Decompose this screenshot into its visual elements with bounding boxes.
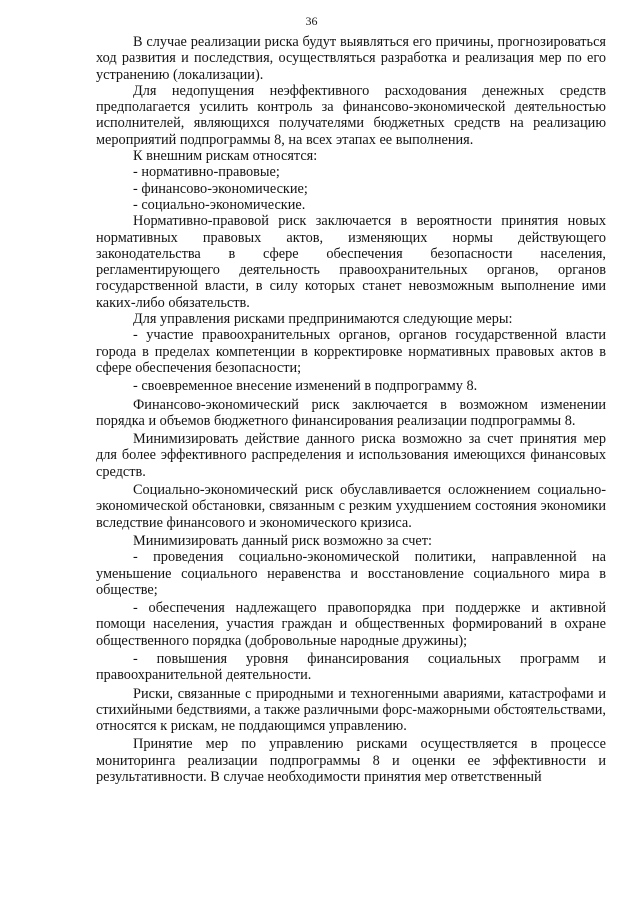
- list-item: - проведения социально-экономической политики, направленной на уменьшение социального неравенства и восстановление социального мира в обществе;: [96, 549, 606, 598]
- list-item: - своевременное внесение изменений в подпрограмму 8.: [133, 378, 478, 395]
- list-item: - финансово-экономические;: [133, 180, 308, 197]
- list-item: - повышения уровня финансирования социальных программ и правоохранительной деятельности.: [96, 650, 606, 684]
- document-body: [96, 34, 606, 785]
- paragraph: Для недопущения неэффективного расходования денежных средств предполагается усилить контроль за финансово-экономической деятельностью исполнителей, являющихся получателями бюджетных средств на реализацию мероприятий подпрограммы 8, на всех этапах ее выполнения.: [96, 82, 606, 148]
- paragraph: Минимизировать данный риск возможно за счет:: [133, 532, 432, 549]
- paragraph: Социально-экономический риск обуславливается осложнением социально-экономической обстановки, связанным с резким ухудшением состояния экономики вследствие финансового и экономического кризиса.: [96, 482, 606, 531]
- list-item: - участие правоохранительных органов, органов государственной власти города в пределах компетенции в корректировке нормативных правовых актов в сфере обеспечения безопасности;: [96, 327, 606, 376]
- paragraph: Минимизировать действие данного риска возможно за счет принятия мер для более эффективного распределения и использования имеющихся финансовых средств.: [96, 431, 606, 480]
- paragraph: В случае реализации риска будут выявляться его причины, прогнозироваться ход развития и последствия, осуществляться разработка и реализация мер по его устранению (локализации).: [96, 34, 606, 83]
- list-item: - нормативно-правовые;: [133, 164, 280, 181]
- paragraph: Нормативно-правовой риск заключается в вероятности принятия новых нормативных правовых актов, изменяющих нормы действующего законодательства в сфере обеспечения безопасности населения, регламентирующего деятельность правоохранительных органов, органов государственной власти, в силу которых станет невозможным выполнение ими каких-либо обязательств.: [96, 213, 606, 311]
- paragraph: Риски, связанные с природными и техногенными авариями, катастрофами и стихийными бедствиями, а также различными форс-мажорными обстоятельствами, относятся к рискам, не поддающимся управлению.: [96, 685, 606, 735]
- paragraph: К внешним рискам относятся:: [133, 148, 318, 165]
- paragraph: Для управления рисками предпринимаются следующие меры:: [133, 311, 513, 328]
- list-item: - обеспечения надлежащего правопорядка при поддержке и активной помощи населения, участия граждан и общественных формирований в охране общественного порядка (добровольные народные дружины);: [96, 600, 606, 649]
- paragraph: Финансово-экономический риск заключается в возможном изменении порядка и объемов бюджетного финансирования реализации подпрограммы 8.: [96, 396, 606, 429]
- paragraph: Принятие мер по управлению рисками осуществляется в процессе мониторинга реализации подпрограммы 8 и оценки ее эффективности и результативности. В случае необходимости принятия мер ответственный: [96, 736, 606, 786]
- page-number: 36: [305, 14, 318, 28]
- list-item: - социально-экономические.: [133, 196, 306, 213]
